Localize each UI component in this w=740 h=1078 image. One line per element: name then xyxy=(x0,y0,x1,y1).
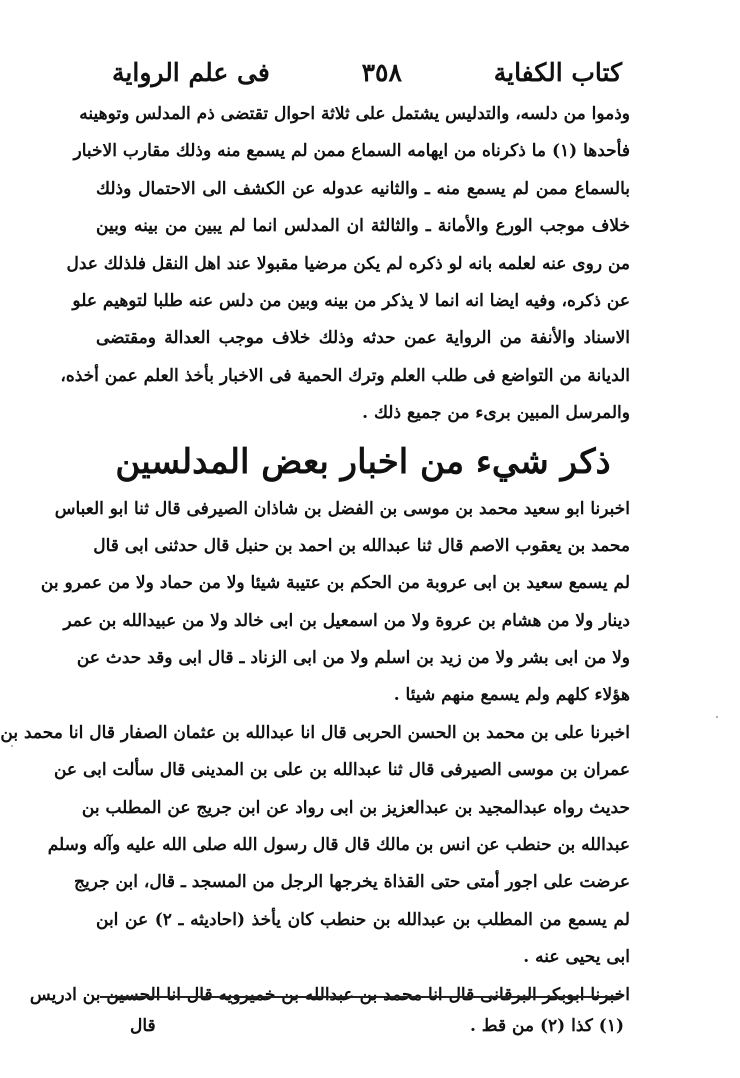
text-line: اخبرنا ابوبكر البرقانى قال انا محمد بن عبدالله بن خميرويه قال انا الحسين بن ادريس xyxy=(29,984,630,1005)
text-line: الاسناد والأنفة من الرواية عمن حدثه وذلك خلاف موجب العدالة ومقتضى xyxy=(96,328,630,349)
text-line: عبدالله بن حنطب عن انس بن مالك قال قال رسول الله صلى الله عليه وآله وسلم xyxy=(47,835,630,856)
text-line: دينار ولا من هشام بن عروة ولا من اسمعيل بن ابى خالد ولا من عبيدالله بن عمر xyxy=(63,610,630,631)
text-line: اخبرنا على بن محمد بن الحسن الحربى قال انا عبدالله بن عثمان الصفار قال انا محمد بن xyxy=(0,722,630,743)
text-line: عمران بن موسى الصيرفى قال ثنا عبدالله بن على بن المدينى قال سألت ابى عن xyxy=(53,760,630,781)
text-line: وذموا من دلسه، والتدليس يشتمل على ثلاثة احوال تقتضى ذم المدلس وتوهينه xyxy=(79,104,630,124)
book-subtitle: فى علم الرواية xyxy=(112,57,270,87)
text-line: ولا من ابى بشر ولا من زيد بن اسلم ولا من ابى الزناد ـ قال ابى وقد حدث عن xyxy=(76,648,630,669)
book-title: كتاب الكفاية xyxy=(493,57,622,87)
text-line: هؤلاء كلهم ولم يسمع منهم شيئا . xyxy=(393,685,630,706)
page-number: ٣٥٨ xyxy=(361,57,402,87)
paragraph-1 xyxy=(60,96,630,433)
text-line: محمد بن يعقوب الاصم قال ثنا عبدالله بن احمد بن حنبل قال حدثنى ابى قال xyxy=(93,535,630,556)
text-line: عرضت على اجور أمتى حتى القذاة يخرجها الرجل من المسجد ـ قال، ابن جريج xyxy=(74,872,630,893)
text-line: والمرسل المبين برىء من جميع ذلك . xyxy=(362,403,630,424)
text-line: فأحدها (١) ما ذكرناه من ايهامه السماع ممن لم يسمع منه وذلك مقارب الاخبار xyxy=(73,141,630,162)
paragraph-2 xyxy=(40,491,630,715)
text-line: عن ذكره، وفيه ايضا انه انما لا يذكر من بينه وبين من دلس عنه طلبا لتوهيم علو xyxy=(72,290,630,311)
text-line: حديث رواه عبدالمجيد بن عبدالعزيز بن ابى رواد عن ابن جريج عن المطلب بن xyxy=(81,797,630,818)
text-line: خلاف موجب الورع والأمانة ـ والثالثة ان المدلس انما لم يبين من بينه وبين xyxy=(96,216,630,237)
paragraph-3 xyxy=(0,715,630,977)
text-line: لم يسمع من المطلب بن عبدالله بن حنطب كان يأخذ (احاديثه ـ ٢) عن ابن xyxy=(96,909,630,930)
text-line: بالسماع ممن لم يسمع منه ـ والثانيه عدوله عن الكشف الى الاحتمال وذلك xyxy=(96,178,630,199)
footnote-area xyxy=(130,1006,624,1046)
running-header xyxy=(112,52,622,92)
footnote-divider xyxy=(100,996,622,998)
scan-speck xyxy=(716,716,718,718)
text-line: ابى يحيى عنه . xyxy=(523,947,630,968)
catchword: قال xyxy=(130,1016,156,1036)
scan-speck xyxy=(11,745,13,747)
text-line: اخبرنا ابو سعيد محمد بن موسى بن الفضل بن شاذان الصيرفى قال ثنا ابو العباس xyxy=(54,498,630,519)
text-line: لم يسمع سعيد بن ابى عروبة من الحكم بن عتيبة شيئا ولا من حماد ولا من عمرو بن xyxy=(40,573,630,594)
footnote-text: (١) كذا (٢) من قط . xyxy=(469,1016,624,1036)
body-text xyxy=(0,96,630,1014)
section-heading: ذكر شيء من اخبار بعض المدلسين xyxy=(115,441,611,482)
text-line: الديانة من التواضع فى طلب العلم وترك الحمية فى الاخبار بأخذ العلم عمن أخذه، xyxy=(60,365,630,386)
text-line: من روى عنه لعلمه بانه لو ذكره لم يكن مرضيا مقبولا عند اهل النقل فلذلك عدل xyxy=(66,253,630,274)
